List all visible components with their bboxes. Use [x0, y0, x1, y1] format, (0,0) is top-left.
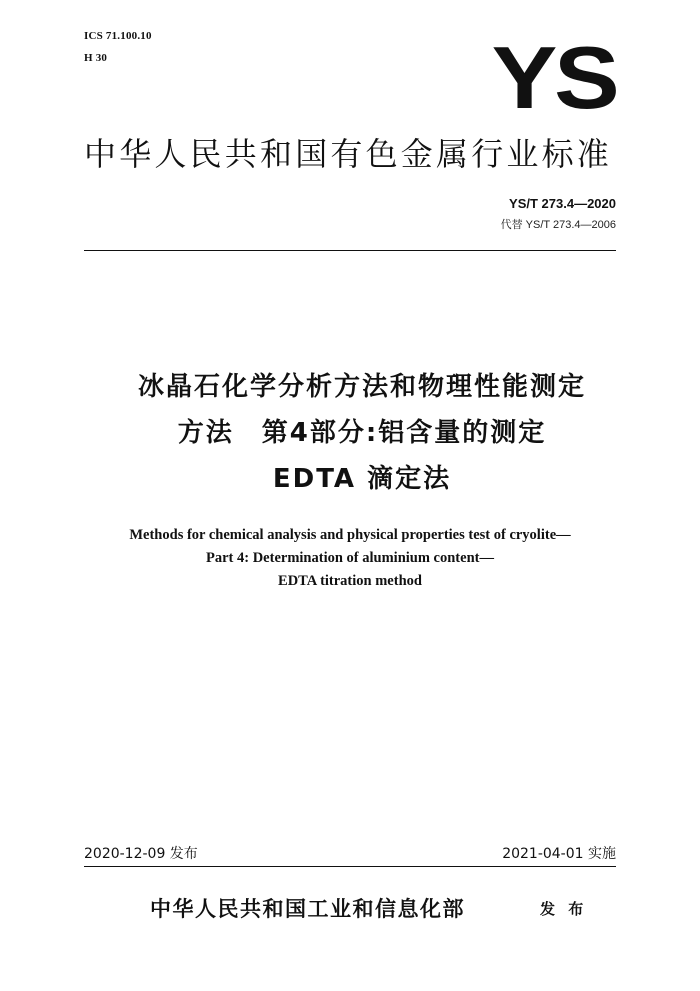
implementation-date: 2021-04-01 实施	[502, 846, 616, 862]
standard-category: 中华人民共和国有色金属行业标准	[84, 135, 613, 173]
standard-number: YS/T 273.4—2020	[509, 196, 616, 211]
issue-date: 2020-12-09 发布	[84, 846, 198, 862]
replaces-standard: 代替 YS/T 273.4—2006	[500, 219, 616, 231]
english-title-line-1: Methods for chemical analysis and physical properties test of cryolite—	[129, 527, 571, 543]
chinese-title-line-3: EDTA 滴定法	[272, 464, 452, 494]
top-divider	[84, 250, 616, 251]
ys-logo: YS	[491, 28, 616, 127]
publish-label: 发 布	[540, 900, 588, 918]
publisher-name: 中华人民共和国工业和信息化部	[150, 897, 465, 921]
english-title-line-2: Part 4: Determination of aluminium content—	[206, 550, 494, 566]
chinese-title-line-2: 方法 第4部分:铝含量的测定	[177, 418, 547, 448]
ccs-code: H 30	[84, 52, 108, 64]
bottom-divider	[84, 866, 616, 867]
ics-code: ICS 71.100.10	[84, 30, 152, 42]
english-title-line-3: EDTA titration method	[278, 573, 422, 589]
chinese-title-line-1: 冰晶石化学分析方法和物理性能测定	[137, 372, 586, 402]
